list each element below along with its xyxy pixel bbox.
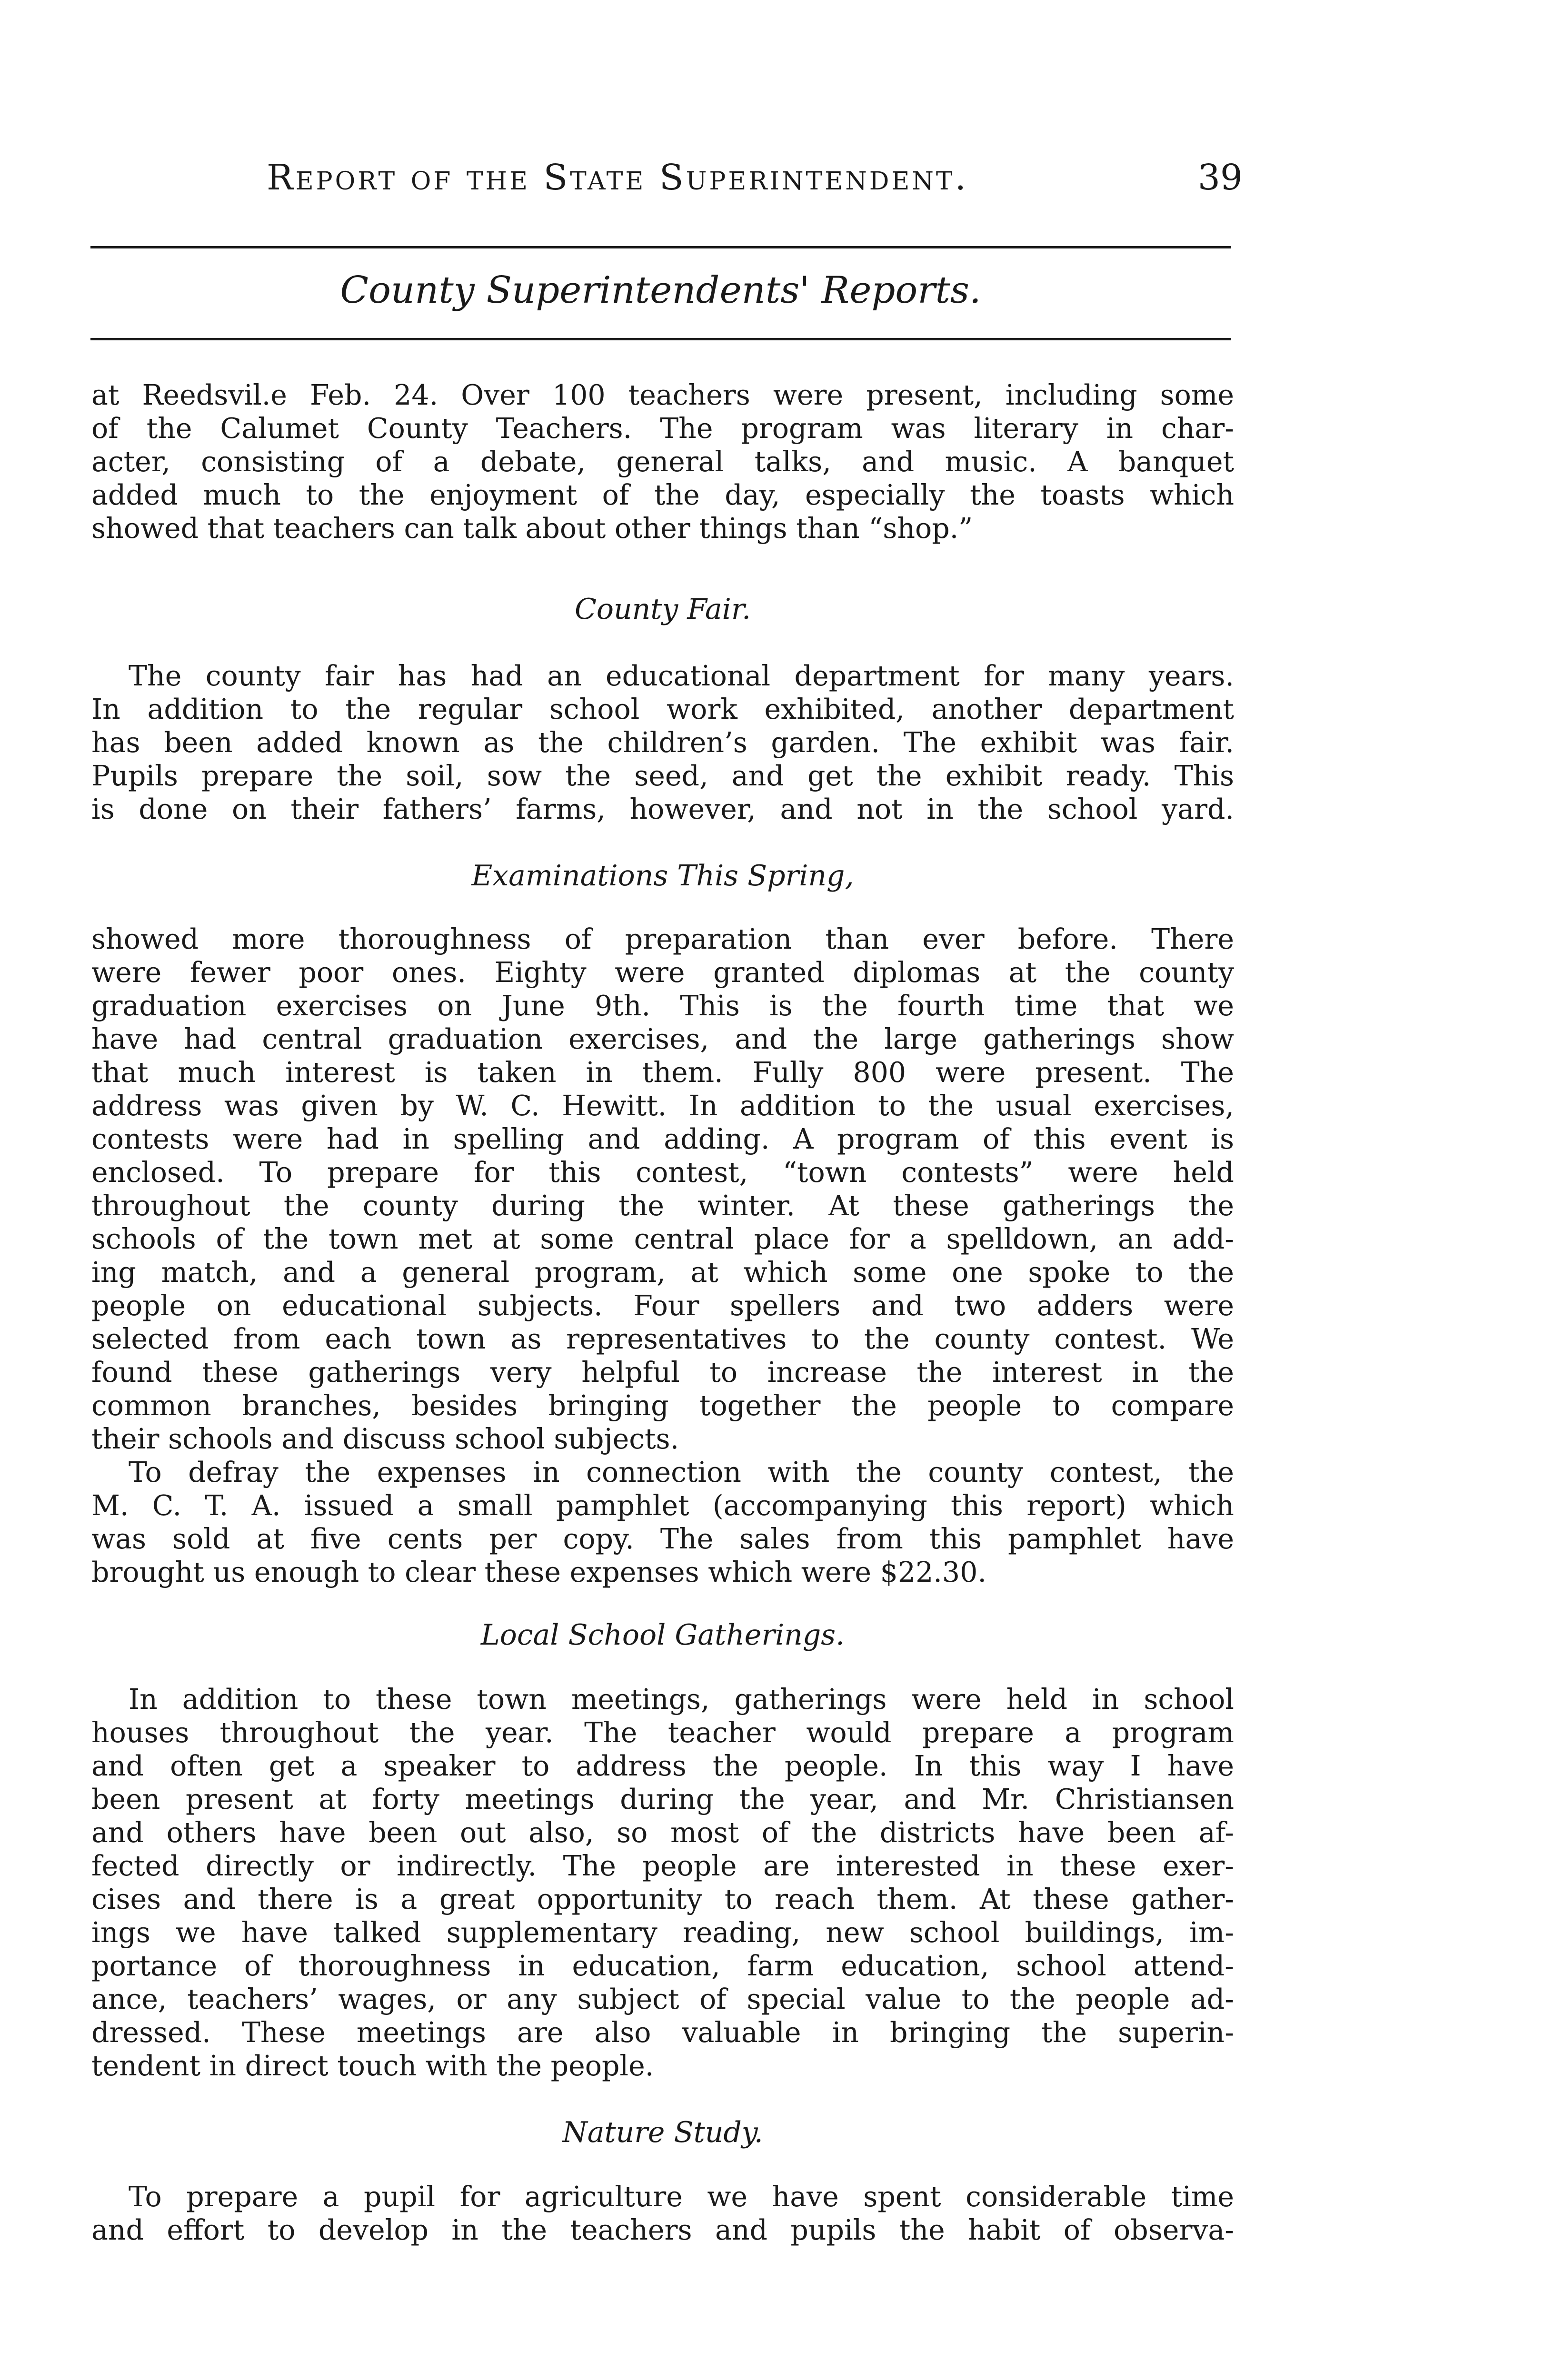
text-line: people on educational subjects. Four spellers and two adders were <box>91 1289 1234 1322</box>
text-line: schools of the town met at some central place for a spelldown, an add- <box>91 1223 1234 1255</box>
text-line: showed that teachers can talk about other things than “shop.” <box>91 512 973 545</box>
paragraph-nature-study <box>91 2180 1234 2247</box>
text-line: ance, teachers’ wages, or any subject of special value to the people ad- <box>91 1983 1234 2015</box>
text-line: selected from each town as representatives to the county contest. We <box>91 1323 1234 1355</box>
text-line: houses throughout the year. The teacher would prepare a program <box>91 1716 1234 1749</box>
text-line: cises and there is a great opportunity to reach them. At these gather- <box>91 1883 1234 1915</box>
running-head <box>90 157 1243 209</box>
page-number: 39 <box>1197 157 1243 198</box>
paragraph-local-gatherings <box>91 1683 1234 2082</box>
paragraph-reedsville-meeting <box>91 378 1234 545</box>
text-line: To prepare a pupil for agriculture we have spent considerable time <box>129 2181 1234 2213</box>
paragraph-examinations <box>91 922 1234 1589</box>
text-line: ing match, and a general program, at which some one spoke to the <box>91 1256 1234 1289</box>
text-line: that much interest is taken in them. Fully 800 were present. The <box>91 1056 1234 1089</box>
text-line: were fewer poor ones. Eighty were granted diplomas at the county <box>91 956 1234 989</box>
header-rule-top <box>90 246 1231 248</box>
text-line: added much to the enjoyment of the day, especially the toasts which <box>91 479 1234 511</box>
text-line: fected directly or indirectly. The people are interested in these exer- <box>91 1850 1234 1882</box>
running-title: Report of the State Superintendent. <box>267 157 969 198</box>
text-line: portance of thoroughness in education, farm education, school attend- <box>91 1950 1234 1982</box>
text-line: Pupils prepare the soil, sow the seed, and get the exhibit ready. This <box>91 760 1234 792</box>
paragraph-county-fair <box>91 659 1234 826</box>
text-line: and often get a speaker to address the people. In this way I have <box>91 1750 1234 1782</box>
text-line: To defray the expenses in connection with the county contest, the <box>129 1456 1234 1488</box>
text-line: The county fair has had an educational department for many years. <box>129 660 1234 692</box>
text-line: of the Calumet County Teachers. The program was literary in char- <box>91 412 1234 445</box>
text-line: is done on their fathers’ farms, however, and not in the school yard. <box>91 793 1234 825</box>
text-line: ings we have talked supplementary reading, new school buildings, im- <box>91 1916 1234 1949</box>
text-line: enclosed. To prepare for this contest, “town contests” were held <box>91 1156 1234 1189</box>
text-line: have had central graduation exercises, and the large gatherings show <box>91 1023 1234 1055</box>
text-line: found these gatherings very helpful to increase the interest in the <box>91 1356 1234 1388</box>
text-line: common branches, besides bringing together the people to compare <box>91 1389 1234 1422</box>
text-line: their schools and discuss school subjects. <box>91 1423 679 1455</box>
text-line: M. C. T. A. issued a small pamphlet (accompanying this report) which <box>91 1489 1234 1522</box>
subheading-nature-study: Nature Study. <box>562 2116 763 2149</box>
text-line: and others have been out also, so most of the districts have been af- <box>91 1816 1234 1849</box>
text-line: contests were had in spelling and adding. A program of this event is <box>91 1123 1234 1155</box>
text-line: address was given by W. C. Hewitt. In addition to the usual exercises, <box>91 1090 1234 1122</box>
header-rule-bottom <box>90 338 1231 340</box>
text-line: In addition to these town meetings, gatherings were held in school <box>129 1683 1234 1716</box>
text-line: dressed. These meetings are also valuable in bringing the superin- <box>91 2016 1234 2049</box>
section-heading: County Superintendents' Reports. <box>340 269 981 312</box>
text-line: was sold at five cents per copy. The sales from this pamphlet have <box>91 1523 1234 1555</box>
subheading-examinations: Examinations This Spring, <box>471 859 854 892</box>
text-line: been present at forty meetings during the year, and Mr. Christiansen <box>91 1783 1234 1815</box>
text-line: at Reedsvil.e Feb. 24. Over 100 teachers were present, including some <box>91 379 1234 411</box>
subheading-county-fair: County Fair. <box>574 593 751 626</box>
text-line: graduation exercises on June 9th. This is the fourth time that we <box>91 990 1234 1022</box>
text-line: brought us enough to clear these expenses which were $22.30. <box>91 1556 986 1588</box>
text-line: has been added known as the children’s garden. The exhibit was fair. <box>91 726 1234 759</box>
subheading-local-gatherings: Local School Gatherings. <box>480 1618 845 1652</box>
text-line: In addition to the regular school work exhibited, another department <box>91 693 1234 725</box>
text-line: showed more thoroughness of preparation than ever before. There <box>91 923 1234 955</box>
text-line: throughout the county during the winter. At these gatherings the <box>91 1190 1234 1222</box>
text-line: tendent in direct touch with the people. <box>91 2050 654 2082</box>
text-line: acter, consisting of a debate, general talks, and music. A banquet <box>91 446 1234 478</box>
text-line: and effort to develop in the teachers and pupils the habit of observa- <box>91 2214 1234 2246</box>
